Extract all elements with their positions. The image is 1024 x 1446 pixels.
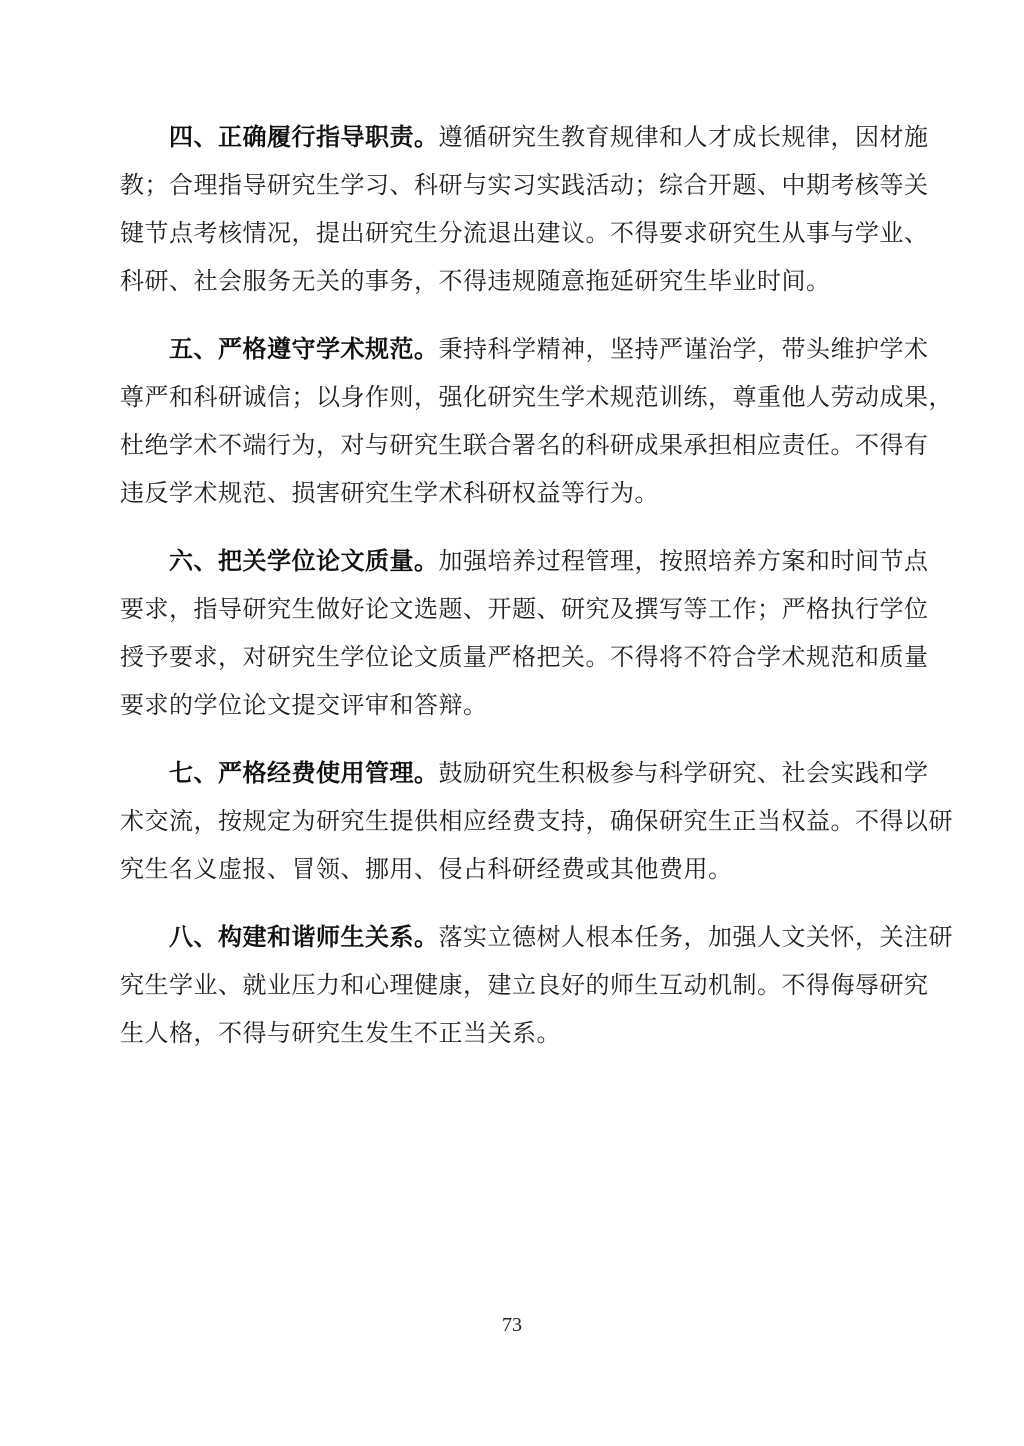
section-body-text: 鼓励研究生积极参与科学研究、社会实践和学 bbox=[438, 761, 929, 787]
section-heading: 五、严格遵守学术规范。 bbox=[169, 337, 439, 363]
page-body bbox=[120, 114, 953, 1058]
paragraph-section-6 bbox=[120, 538, 929, 730]
paragraph-line: 教；合理指导研究生学习、科研与实习实践活动；综合开题、中期考核等关 bbox=[120, 173, 929, 199]
paragraph-line: 科研、社会服务无关的事务，不得违规随意拖延研究生毕业时间。 bbox=[120, 269, 831, 295]
section-heading: 八、构建和谐师生关系。 bbox=[169, 925, 439, 951]
paragraph-line bbox=[120, 538, 929, 586]
paragraph-section-8 bbox=[120, 914, 953, 1058]
paragraph-line: 究生学业、就业压力和心理健康，建立良好的师生互动机制。不得侮辱研究 bbox=[120, 973, 929, 999]
paragraph-line: 尊严和科研诚信；以身作则，强化研究生学术规范训练，尊重他人劳动成果， bbox=[120, 385, 953, 411]
paragraph-line: 违反学术规范、损害研究生学术科研权益等行为。 bbox=[120, 481, 659, 507]
section-heading: 四、正确履行指导职责。 bbox=[169, 125, 439, 151]
paragraph-line: 要求的学位论文提交评审和答辩。 bbox=[120, 693, 488, 719]
section-body-text: 加强培养过程管理，按照培养方案和时间节点 bbox=[438, 549, 929, 575]
paragraph-section-5 bbox=[120, 326, 953, 518]
paragraph-line: 生人格，不得与研究生发生不正当关系。 bbox=[120, 1021, 561, 1047]
paragraph-line: 要求，指导研究生做好论文选题、开题、研究及撰写等工作；严格执行学位 bbox=[120, 597, 929, 623]
paragraph-line bbox=[120, 914, 953, 962]
page-number: 73 bbox=[502, 1314, 522, 1336]
section-heading: 六、把关学位论文质量。 bbox=[169, 549, 439, 575]
paragraph-line bbox=[120, 114, 929, 162]
paragraph-line: 究生名义虚报、冒领、挪用、侵占科研经费或其他费用。 bbox=[120, 857, 733, 883]
paragraph-line: 杜绝学术不端行为，对与研究生联合署名的科研成果承担相应责任。不得有 bbox=[120, 433, 929, 459]
section-heading: 七、严格经费使用管理。 bbox=[169, 761, 439, 787]
paragraph-line: 授予要求，对研究生学位论文质量严格把关。不得将不符合学术规范和质量 bbox=[120, 645, 929, 671]
paragraph-line bbox=[120, 750, 929, 798]
section-body-text: 秉持科学精神，坚持严谨治学，带头维护学术 bbox=[438, 337, 929, 363]
section-body-text: 落实立德树人根本任务，加强人文关怀，关注研 bbox=[438, 925, 953, 951]
paragraph-section-7 bbox=[120, 750, 953, 894]
paragraph-line bbox=[120, 326, 929, 374]
paragraph-line: 键节点考核情况，提出研究生分流退出建议。不得要求研究生从事与学业、 bbox=[120, 221, 929, 247]
paragraph-section-4 bbox=[120, 114, 929, 306]
paragraph-line: 术交流，按规定为研究生提供相应经费支持，确保研究生正当权益。不得以研 bbox=[120, 809, 953, 835]
section-body-text: 遵循研究生教育规律和人才成长规律，因材施 bbox=[438, 125, 929, 151]
